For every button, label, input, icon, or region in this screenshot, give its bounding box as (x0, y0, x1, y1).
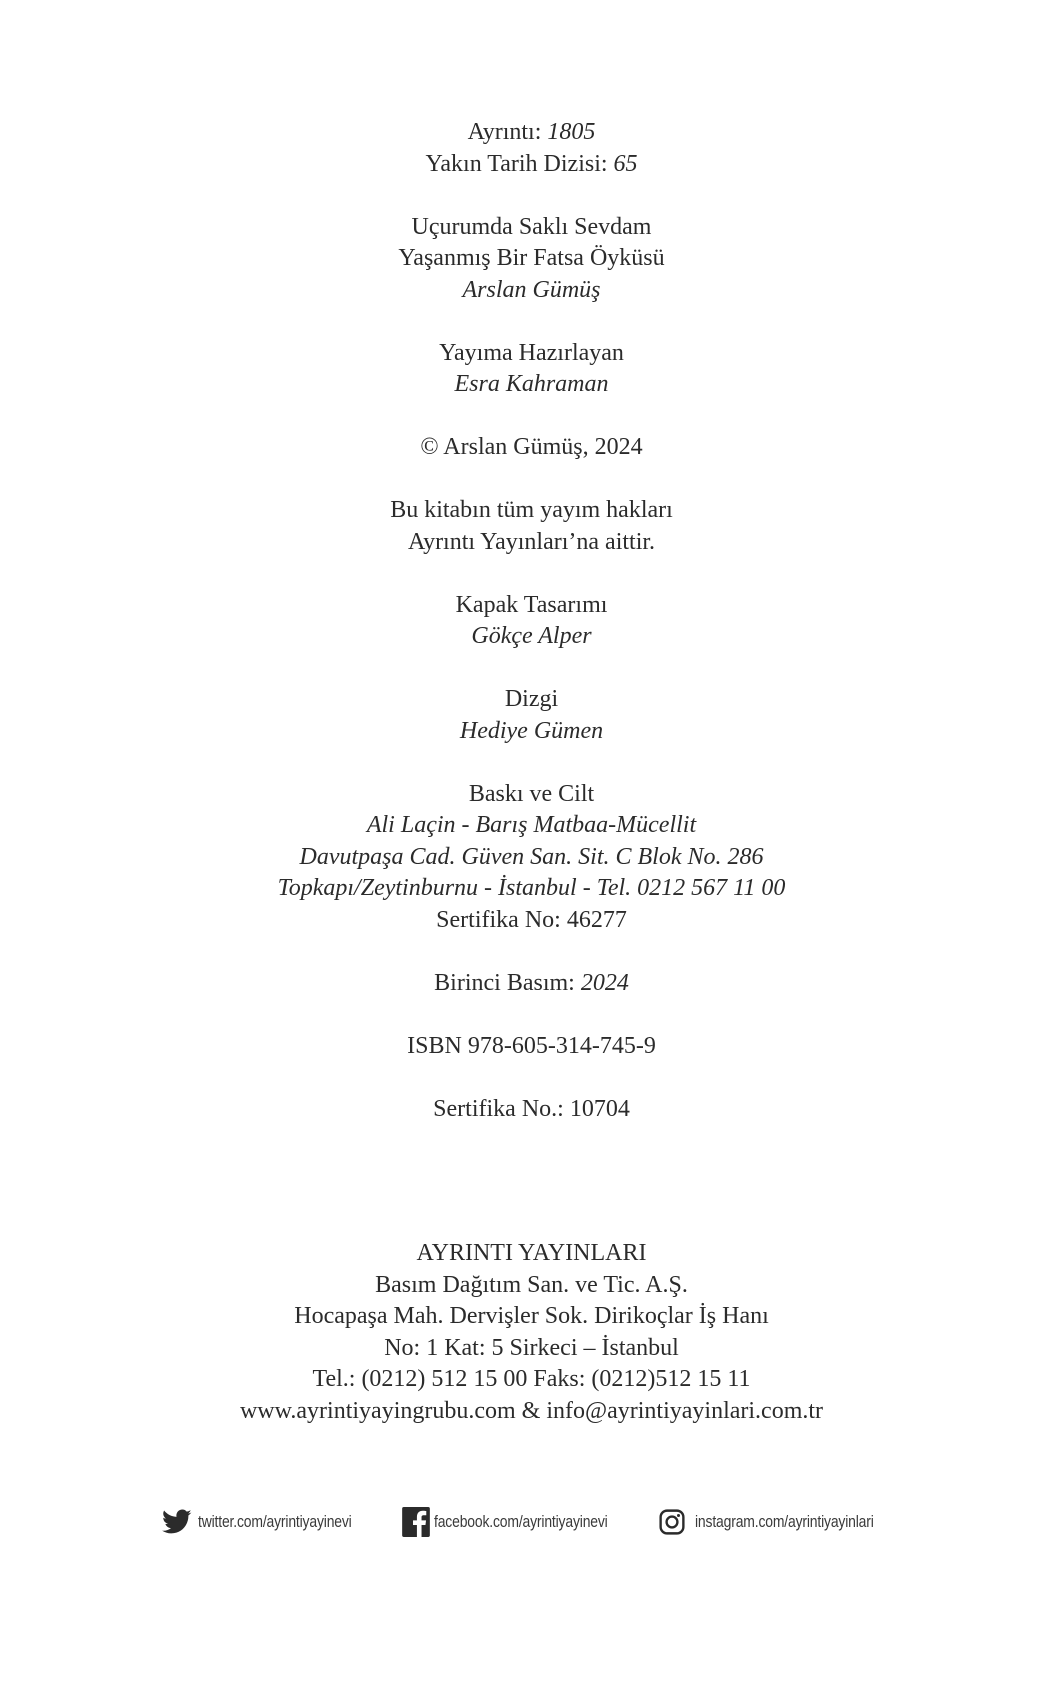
instagram-icon (659, 1509, 685, 1535)
book-title: Uçurumda Saklı Sevdam (411, 213, 652, 240)
facebook-icon (402, 1507, 430, 1537)
series-line-1: Ayrıntı: 1805 (467, 119, 596, 145)
series-line-2: Yakın Tarih Dizisi: 65 (425, 150, 638, 177)
instagram-link-label: instagram.com/ayrintiyayinlari (695, 1512, 874, 1531)
instagram-link[interactable] (659, 1505, 913, 1539)
first-edition: Birinci Basım: 2024 (434, 969, 629, 996)
copyright-notice: © Arslan Gümüş, 2024 (420, 434, 643, 460)
publisher-company: Basım Dağıtım San. ve Tic. A.Ş. (375, 1271, 688, 1298)
twitter-icon (162, 1509, 192, 1535)
cover-design-label: Kapak Tasarımı (455, 591, 608, 618)
credits-block (0, 117, 1063, 1125)
rights-line-2: Ayrıntı Yayınları’na aittir. (407, 528, 656, 555)
publisher-block (0, 1238, 1063, 1427)
publisher-address-1: Hocapaşa Mah. Dervişler Sok. Dirikoçlar İş Hanı (294, 1303, 769, 1329)
social-links (0, 1505, 1063, 1545)
book-author: Arslan Gümüş (462, 276, 601, 303)
first-edition-year: 2024 (580, 969, 629, 996)
rights-line-1: Bu kitabın tüm yayım hakları (390, 497, 673, 523)
typesetter-name: Hediye Gümen (459, 717, 604, 744)
typesetting-label: Dizgi (504, 686, 559, 712)
printer-address-1: Davutpaşa Cad. Güven San. Sit. C Blok No. 286 (299, 843, 764, 870)
series-number: 1805 (547, 119, 596, 145)
publisher-name: AYRINTI YAYINLARI (416, 1240, 647, 1266)
printer-name: Ali Laçin - Barış Matbaa-Mücellit (366, 812, 697, 838)
series-subnumber: 65 (613, 150, 638, 177)
twitter-link-label: twitter.com/ayrintiyayinevi (198, 1512, 352, 1531)
printer-address-2: Topkapı/Zeytinburnu - İstanbul - Tel. 0212 567 11 00 (277, 875, 786, 901)
publisher-address-2: No: 1 Kat: 5 Sirkeci – İstanbul (384, 1334, 679, 1361)
editor-label: Yayıma Hazırlayan (439, 339, 624, 366)
printer-certificate: Sertifika No: 46277 (436, 906, 627, 933)
editor-name: Esra Kahraman (454, 371, 609, 397)
twitter-link[interactable] (162, 1505, 385, 1539)
facebook-link-label: facebook.com/ayrintiyayinevi (434, 1512, 608, 1531)
facebook-link[interactable] (402, 1505, 646, 1539)
publisher-contact: Tel.: (0212) 512 15 00 Faks: (0212)512 15 11 (312, 1366, 751, 1392)
publisher-web-email: www.ayrintiyayingrubu.com & info@ayrintiyayinlari.com.tr (239, 1397, 824, 1424)
printing-label: Baskı ve Cilt (468, 780, 595, 807)
publisher-certificate: Sertifika No.: 10704 (433, 1095, 630, 1122)
cover-designer-name: Gökçe Alper (471, 623, 592, 649)
book-subtitle: Yaşanmış Bir Fatsa Öyküsü (398, 245, 665, 271)
isbn: ISBN 978-605-314-745-9 (407, 1032, 656, 1059)
